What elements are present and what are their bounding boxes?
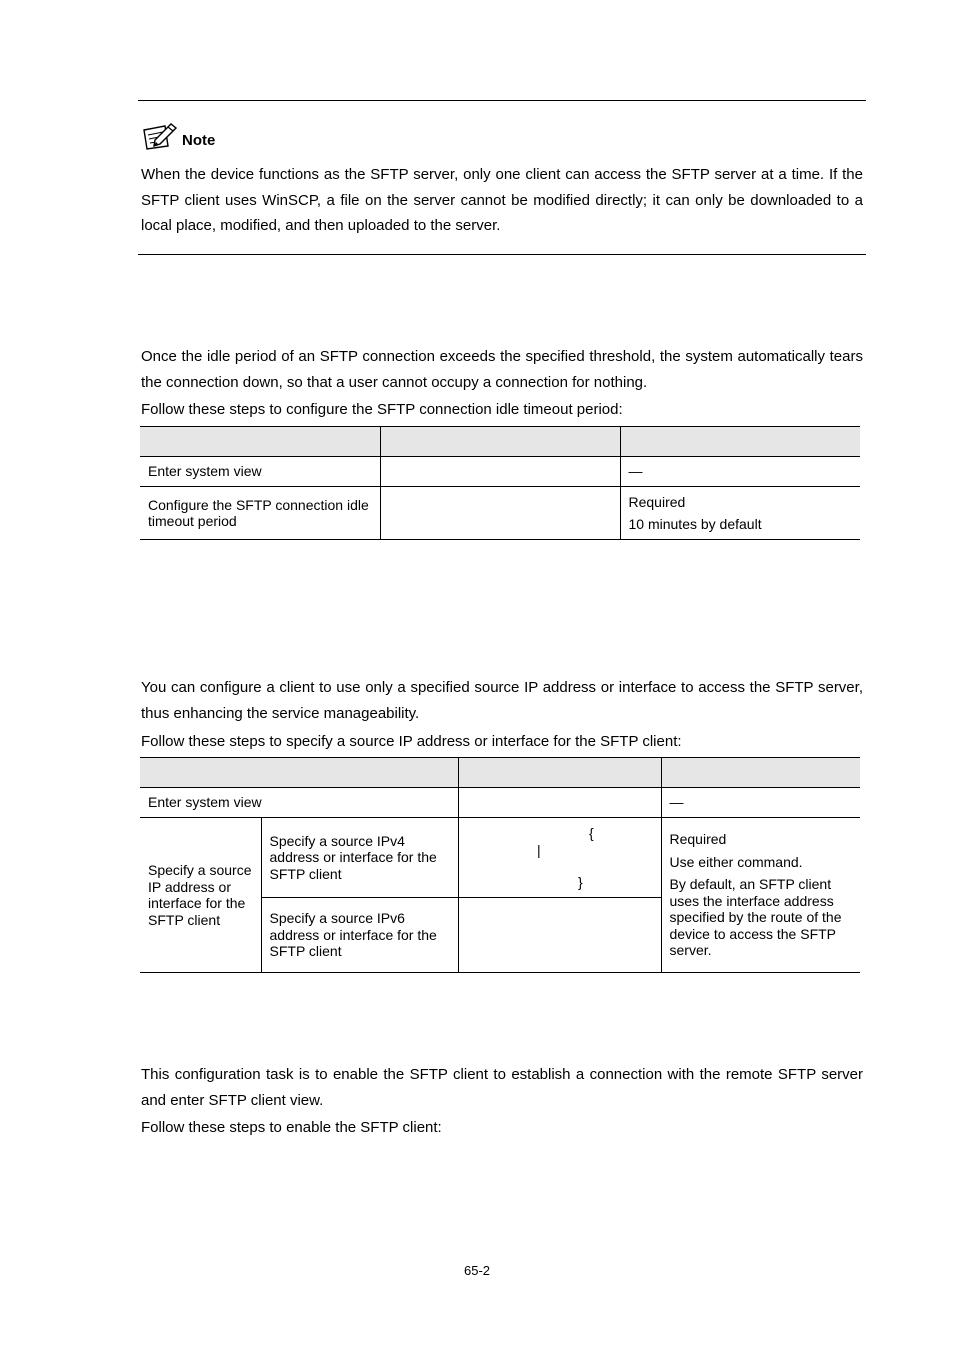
client-intro: This configuration task is to enable the SFTP client to establish a connection with the remote SFTP server and enter SFTP client view. xyxy=(141,1066,863,1109)
source-ip-table xyxy=(140,757,860,973)
command-cell xyxy=(458,788,661,818)
remarks-cell xyxy=(620,487,860,540)
table-header-cell xyxy=(661,758,860,788)
step-cell: Enter system view xyxy=(140,457,380,487)
table-row xyxy=(140,487,860,540)
remarks-line: Required xyxy=(628,493,686,510)
remarks-line: Use either command. xyxy=(669,853,803,870)
idle-timeout-table xyxy=(140,426,860,540)
table-header-cell xyxy=(458,758,661,788)
client-steps-intro: Follow these steps to enable the SFTP client: xyxy=(141,1119,442,1136)
table-header-cell xyxy=(620,427,860,457)
source-intro: You can configure a client to use only a specified source IP address or interface to access the SFTP server, thus enhancing the service manageability. xyxy=(141,679,863,722)
sub-step-cell: Specify a source IPv6 address or interface for the SFTP client xyxy=(261,898,458,973)
source-steps-intro: Follow these steps to specify a source IP address or interface for the SFTP client: xyxy=(141,733,682,750)
idle-steps-intro: Follow these steps to configure the SFTP connection idle timeout period: xyxy=(141,401,623,418)
note-text: When the device functions as the SFTP server, only one client can access the SFTP server at a time. If the SFTP client uses WinSCP, a file on the server cannot be modified directly; it can only be downloaded to a local place, modified, and then uploaded to the server. xyxy=(141,166,863,234)
note-bottom-rule xyxy=(138,254,866,255)
remarks-cell xyxy=(661,818,860,973)
command-cell xyxy=(380,487,620,540)
remarks-line: 10 minutes by default xyxy=(628,516,762,532)
idle-intro: Once the idle period of an SFTP connection exceeds the specified threshold, the system automatically tears the connection down, so that a user cannot occupy a connection for nothing. xyxy=(141,348,863,391)
table-header-row xyxy=(140,758,860,788)
command-cell xyxy=(380,457,620,487)
table-row xyxy=(140,457,860,487)
command-cell xyxy=(458,818,661,898)
remarks-cell: — xyxy=(620,457,860,487)
remarks-line: By default, an SFTP client uses the interface address specified by the route of the device to access the SFTP server. xyxy=(669,876,842,959)
command-cell xyxy=(458,898,661,973)
command-brace-close: } xyxy=(578,874,583,890)
step-cell: Enter system view xyxy=(140,788,458,818)
table-header-row xyxy=(140,427,860,457)
remarks-cell: — xyxy=(661,788,860,818)
note-pencil-icon xyxy=(141,122,179,150)
note-top-rule xyxy=(138,100,866,101)
group-step-cell: Specify a source IP address or interface for the SFTP client xyxy=(140,818,261,973)
step-cell: Configure the SFTP connection idle timeout period xyxy=(140,487,380,540)
command-pipe: | xyxy=(537,842,541,858)
table-header-cell xyxy=(140,758,458,788)
note-header xyxy=(141,120,215,150)
table-header-cell xyxy=(140,427,380,457)
remarks-line: Required xyxy=(669,831,727,848)
note-label: Note xyxy=(182,132,216,149)
page-number: 65-2 xyxy=(463,1263,491,1278)
table-row xyxy=(140,788,860,818)
sub-step-cell: Specify a source IPv4 address or interface for the SFTP client xyxy=(261,818,458,898)
command-brace-open: { xyxy=(589,825,594,841)
table-row xyxy=(140,818,860,898)
table-header-cell xyxy=(380,427,620,457)
